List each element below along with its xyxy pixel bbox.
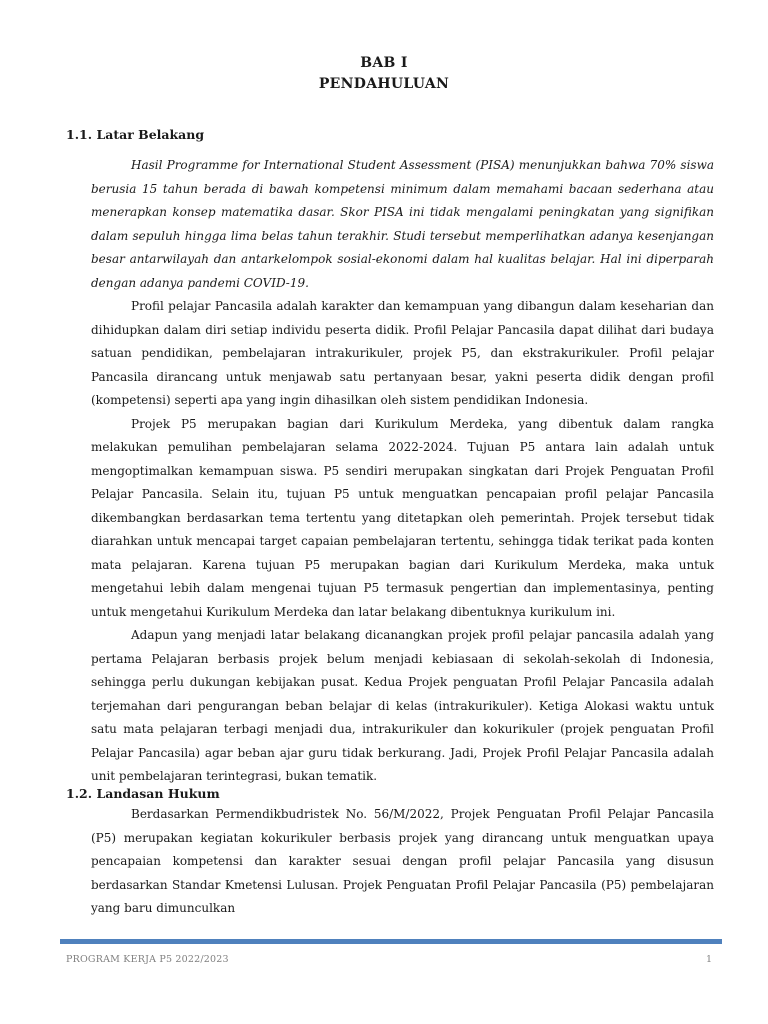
- footer-page-number: 1: [706, 954, 713, 965]
- chapter-title: PENDAHULUAN: [318, 76, 450, 92]
- paragraph-pisa: Hasil Programme for International Student Assessment (PISA) menunjukkan bahwa 70% siswa berusia 15 tahun berada di bawah kompetensi minimum dalam memahami bacaan sederhana atau menerapkan konsep matematika dasar. Skor PISA ini tidak mengalami peningkatan yang signifikan dalam sepuluh hingga lima belas tahun terakhir. Studi tersebut memperlihatkan adanya kesenjangan besar antarwilayah dan antarkelompok sosial-ekonomi dalam hal kualitas belajar. Hal ini diperparah dengan adanya pandemi COVID-19.: [91, 158, 714, 290]
- footer-divider: [60, 939, 722, 944]
- paragraph-permendikbudristek: Berdasarkan Permendikbudristek No. 56/M/2022, Projek Penguatan Profil Pelajar Pancasila (P5) merupakan kegiatan kokurikuler berbasis projek yang dirancang untuk menguatkan upaya pencapaian kompetensi dan karakter sesuai dengan profil pelajar Pancasila yang disusun berdasarkan Standar Kmetensi Lulusan. Projek Penguatan Profil Pelajar Pancasila (P5) pembelajaran yang baru dimunculkan: [91, 807, 714, 915]
- chapter-number: BAB I: [360, 55, 408, 71]
- paragraph-projek-p5: Projek P5 merupakan bagian dari Kurikulum Merdeka, yang dibentuk dalam rangka melakukan pemulihan pembelajaran selama 2022-2024. Tujuan P5 antara lain adalah untuk mengoptimalkan kemampuan siswa. P5 sendiri merupakan singkatan dari Projek Penguatan Profil Pelajar Pancasila. Selain itu, tujuan P5 untuk menguatkan pencapaian profil pelajar Pancasila dikembangkan berdasarkan tema tertentu yang ditetapkan oleh pemerintah. Projek tersebut tidak diarahkan untuk mencapai target capaian pembelajaran tertentu, sehingga tidak terikat pada konten mata pelajaran. Karena tujuan P5 merupakan bagian dari Kurikulum Merdeka, maka untuk mengetahui lebih dalam mengenai tujuan P5 termasuk pengertian dan implementasinya, penting untuk mengetahui Kurikulum Merdeka dan latar belakang dibentuknya kurikulum ini.: [91, 416, 714, 619]
- footer-program-title: PROGRAM KERJA P5 2022/2023: [66, 954, 229, 965]
- section-heading-landasan-hukum: 1.2. Landasan Hukum: [66, 786, 220, 801]
- paragraph-profil-pelajar: Profil pelajar Pancasila adalah karakter dan kemampuan yang dibangun dalam keseharian dan dihidupkan dalam diri setiap individu peserta didik. Profil Pelajar Pancasila dapat dilihat dari budaya satuan pendidikan, pembelajaran intrakurikuler, projek P5, dan ekstrakurikuler. Profil pelajar Pancasila dirancang untuk menjawab satu pertanyaan besar, yakni peserta didik dengan profil (kompetensi) seperti apa yang ingin dihasilkan oleh sistem pendidikan Indonesia.: [91, 299, 714, 407]
- section-body-landasan-hukum: [91, 803, 714, 921]
- section-body-latar-belakang: [91, 154, 714, 789]
- paragraph-latar-belakang-projek: Adapun yang menjadi latar belakang dicanangkan projek profil pelajar pancasila adalah yang pertama Pelajaran berbasis projek belum menjadi kebiasaan di sekolah-sekolah di Indonesia, sehingga perlu dukungan kebijakan pusat. Kedua Projek penguatan Profil Pelajar Pancasila adalah terjemahan dari pengurangan beban belajar di kelas (intrakurikuler). Ketiga Alokasi waktu untuk satu mata pelajaran terbagi menjadi dua, intrakurikuler dan kokurikuler (projek penguatan Profil Pelajar Pancasila) agar beban ajar guru tidak berkurang. Jadi, Projek Profil Pelajar Pancasila adalah unit pembelajaran terintegrasi, bukan tematik.: [91, 628, 714, 783]
- section-heading-latar-belakang: 1.1. Latar Belakang: [66, 127, 205, 142]
